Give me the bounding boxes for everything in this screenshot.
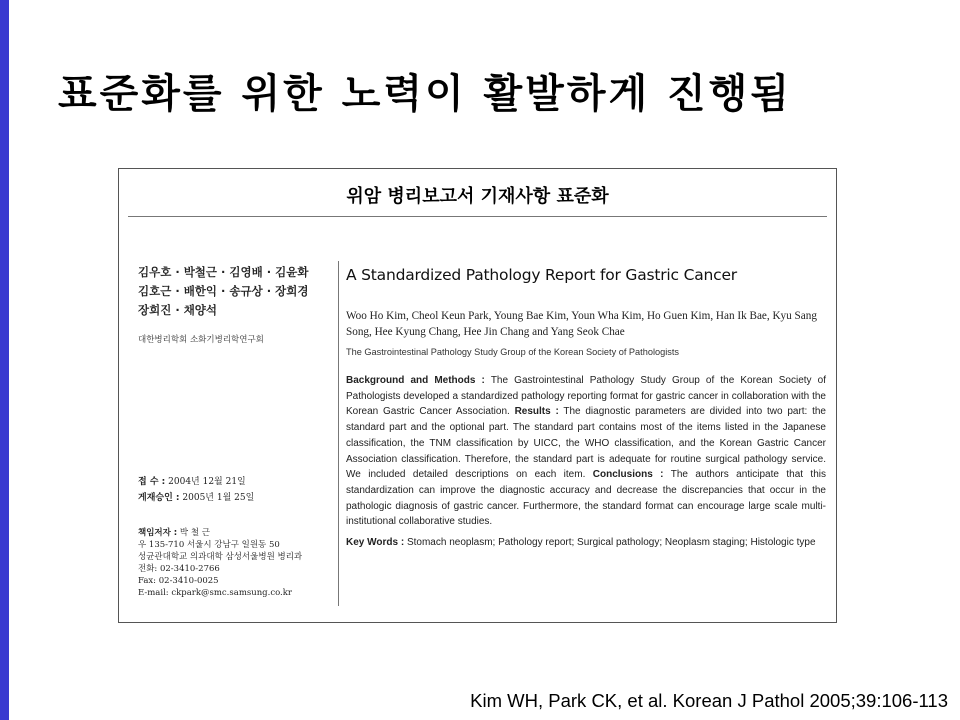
corresponding-name-line bbox=[138, 527, 338, 539]
accepted-label: 게재승인 : bbox=[138, 493, 180, 503]
column-divider bbox=[338, 261, 339, 606]
corresponding-author bbox=[138, 527, 338, 599]
accepted-date bbox=[138, 490, 338, 506]
conclusions-text: The authors anticipate that this standardization can improve the diagnostic accuracy and decrease the discrepancies that occur in the pathologic diagnosis of gastric cancer. Furthermore, the standard format can encourage large scale multi-institutional collaborative studies. bbox=[346, 469, 826, 528]
english-article-title: A Standardized Pathology Report for Gastric Cancer bbox=[346, 266, 737, 284]
left-column bbox=[138, 263, 333, 346]
korean-affiliation: 대한병리학회 소화기병리학연구회 bbox=[138, 335, 264, 345]
right-column bbox=[346, 266, 826, 551]
korean-authors-line: 장희진 · 채양석 bbox=[138, 303, 218, 317]
address-line: 우 135-710 서울시 강남구 일원동 50 bbox=[138, 540, 280, 550]
korean-authors-line: 김호근 · 배한익 · 송규상 · 장희경 bbox=[138, 284, 309, 298]
abstract bbox=[346, 373, 826, 530]
left-accent-bar bbox=[0, 0, 9, 720]
phone-line: 전화: 02-3410-2766 bbox=[138, 564, 220, 574]
korean-article-title: 위암 병리보고서 기재사항 표준화 bbox=[346, 186, 609, 207]
received-label: 접 수 : bbox=[138, 477, 166, 487]
accepted-value: 2005년 1월 25일 bbox=[182, 493, 255, 503]
results-text: The diagnostic parameters are divided into two part: the standard part and the optional part. The standard part contains most of the items listed in the Japanese classification, the TNM classification by UICC, the WHO classification, and the Korean Gastric Cancer Association classification. Therefore, the standard part is adequate for routine surgical pathology service. We included detailed descriptions on each item. bbox=[346, 406, 826, 481]
fax-line: Fax: 02-3410-0025 bbox=[138, 576, 219, 586]
background-text: The Gastrointestinal Pathology Study Group of the Korean Society of Pathologists developed a standardized pathology reporting format for gastric cancer in collaboration with the Korean Gastric Cancer Association. bbox=[346, 375, 826, 418]
conclusions-label: Conclusions : bbox=[592, 469, 664, 481]
keywords-label: Key Words : bbox=[346, 537, 405, 549]
citation: Kim WH, Park CK, et al. Korean J Pathol 2005;39:106-113 bbox=[470, 690, 948, 711]
korean-authors bbox=[138, 263, 333, 320]
background-label: Background and Methods : bbox=[346, 375, 485, 386]
article-dates bbox=[138, 474, 338, 506]
title-divider bbox=[128, 216, 827, 217]
results-label: Results : bbox=[514, 406, 559, 418]
english-authors: Woo Ho Kim, Cheol Keun Park, Young Bae Kim, Youn Wha Kim, Ho Guen Kim, Han Ik Bae, Kyu Sang Song, Hee Kyung Chang, Hee Jin Chang and Yang Seok Chae bbox=[346, 310, 817, 338]
email-line: E-mail: ckpark@smc.samsung.co.kr bbox=[138, 588, 292, 598]
article-excerpt bbox=[118, 168, 837, 623]
slide-title: 표준화를 위한 노력이 활발하게 진행됨 bbox=[58, 71, 792, 117]
keywords-text: Stomach neoplasm; Pathology report; Surgical pathology; Neoplasm staging; Histologic type bbox=[406, 537, 816, 549]
english-study-group: The Gastrointestinal Pathology Study Group of the Korean Society of Pathologists bbox=[346, 347, 679, 357]
corresponding-label: 책임저자 : bbox=[138, 528, 178, 538]
korean-authors-line: 김우호 · 박철근 · 김영배 · 김윤화 bbox=[138, 265, 309, 279]
received-date bbox=[138, 474, 338, 490]
address-line: 성균관대학교 의과대학 삼성서울병원 병리과 bbox=[138, 552, 303, 562]
keywords bbox=[346, 535, 826, 551]
received-value: 2004년 12월 21일 bbox=[168, 477, 246, 487]
corresponding-name: 박 철 근 bbox=[179, 528, 210, 538]
